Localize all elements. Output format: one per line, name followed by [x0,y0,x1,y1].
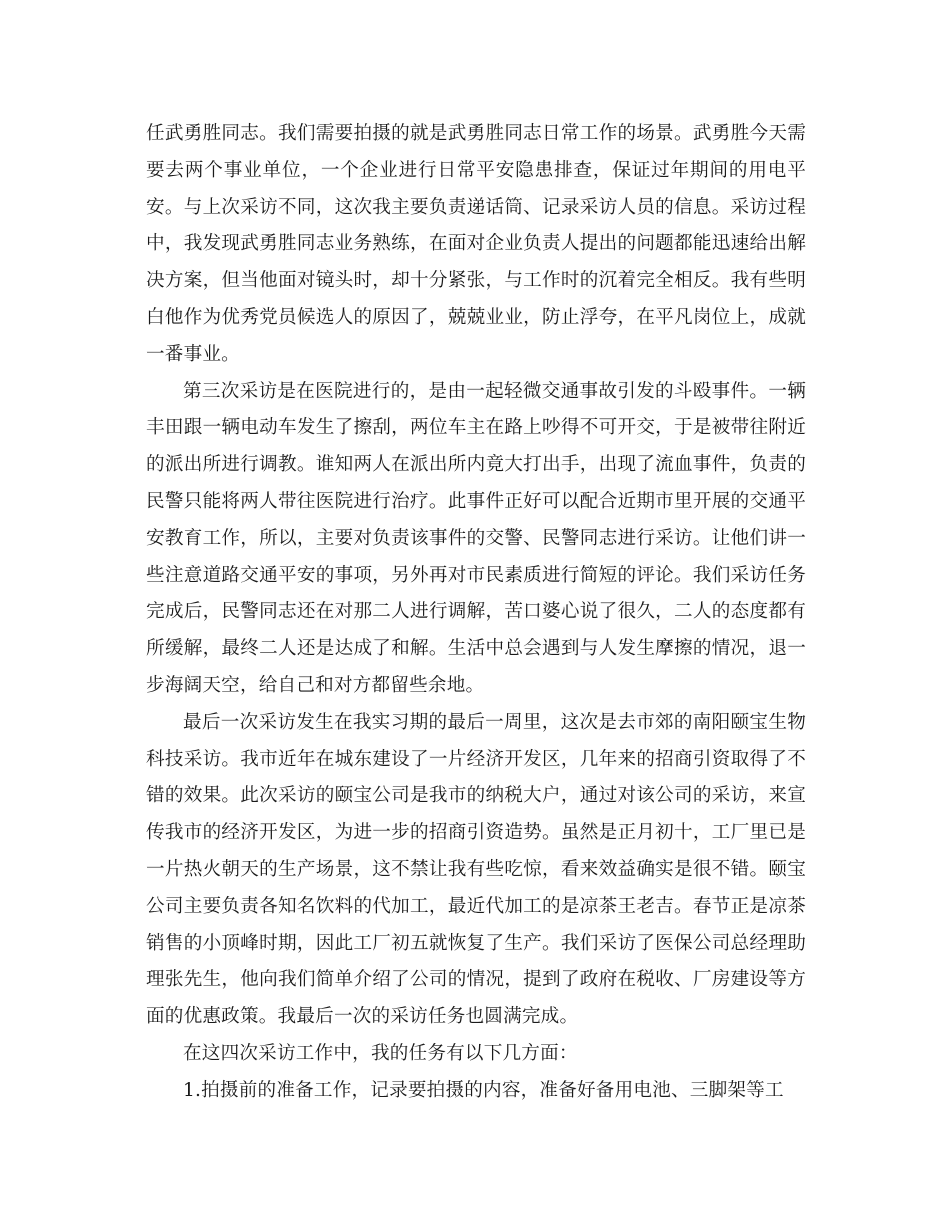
document-body [146,116,806,1110]
paragraph-5: 1.拍摄前的准备工作，记录要拍摄的内容，准备好备用电池、三脚架等工 [183,1079,784,1101]
paragraph-1: 任武勇胜同志。我们需要拍摄的就是武勇胜同志日常工作的场景。武勇胜今天需要去两个事业单位，一个企业进行日常平安隐患排查，保证过年期间的用电平安。与上次采访不同，这次我主要负责递话筒、记录采访人员的信息。采访过程中，我发现武勇胜同志业务熟练，在面对企业负责人提出的问题都能迅速给出解决方案，但当他面对镜头时，却十分紧张，与工作时的沉着完全相反。我有些明白他作为优秀党员候选人的原因了，兢兢业业，防止浮夸，在平凡岗位上，成就一番事业。 [146,123,806,365]
paragraph-3: 最后一次采访发生在我实习期的最后一周里，这次是去市郊的南阳颐宝生物科技采访。我市近年在城东建设了一片经济开发区，几年来的招商引资取得了不错的效果。此次采访的颐宝公司是我市的纳税大户，通过对该公司的采访，来宣传我市的经济开发区，为进一步的招商引资造势。虽然是正月初十，工厂里已是一片热火朝天的生产场景，这不禁让我有些吃惊，看来效益确实是很不错。颐宝公司主要负责各知名饮料的代加工，最近代加工的是凉茶王老吉。春节正是凉茶销售的小顶峰时期，因此工厂初五就恢复了生产。我们采访了医保公司总经理助理张先生，他向我们简单介绍了公司的情况，提到了政府在税收、厂房建设等方面的优惠政策。我最后一次的采访任务也圆满完成。 [146,711,806,1028]
paragraph-4: 在这四次采访工作中，我的任务有以下几方面： [183,1042,578,1064]
paragraph-2: 第三次采访是在医院进行的，是由一起轻微交通事故引发的斗殴事件。一辆丰田跟一辆电动车发生了擦刮，两位车主在路上吵得不可开交，于是被带往附近的派出所进行调教。谁知两人在派出所内竟大打出手，出现了流血事件，负责的民警只能将两人带往医院进行治疗。此事件正好可以配合近期市里开展的交通平安教育工作，所以，主要对负责该事件的交警、民警同志进行采访。让他们讲一些注意道路交通平安的事项，另外再对市民素质进行简短的评论。我们采访任务完成后，民警同志还在对那二人进行调解，苦口婆心说了很久，二人的态度都有所缓解，最终二人还是达成了和解。生活中总会遇到与人发生摩擦的情况，退一步海阔天空，给自己和对方都留些余地。 [146,380,806,696]
